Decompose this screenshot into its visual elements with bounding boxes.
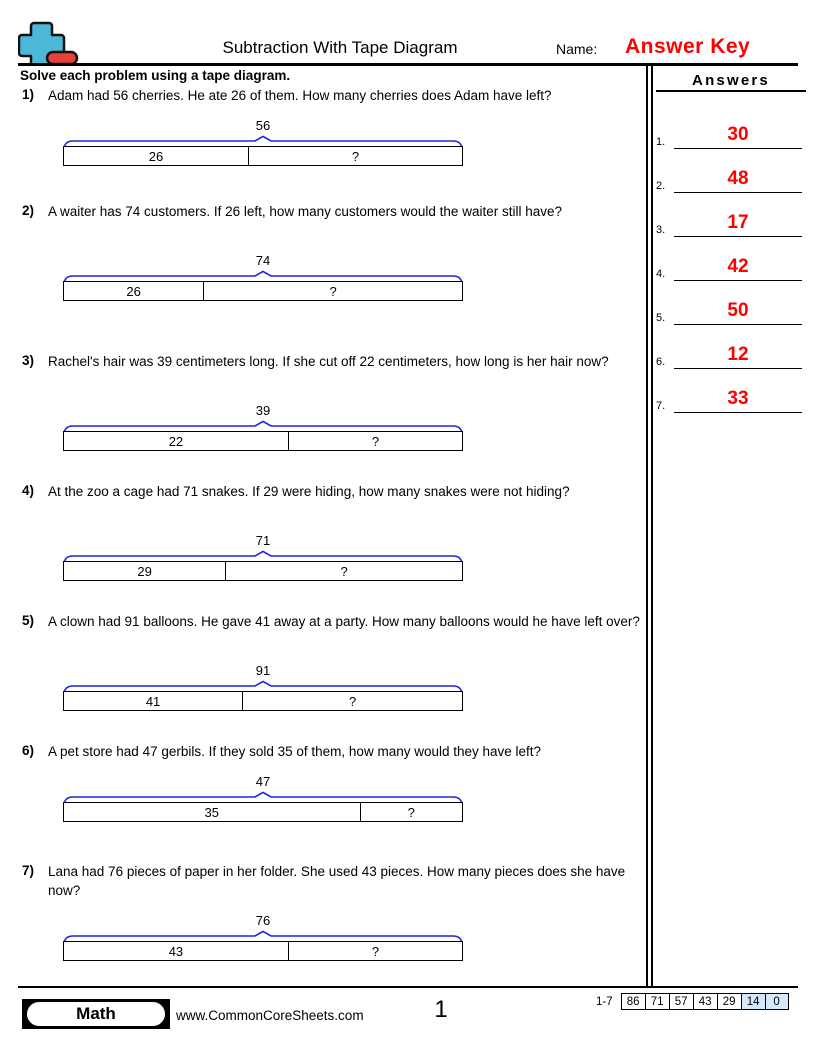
- problem-text: At the zoo a cage had 71 snakes. If 29 were hiding, how many snakes were not hiding?: [48, 484, 570, 499]
- answer-row-number: 6.: [656, 356, 666, 368]
- name-label: Name:: [556, 41, 598, 57]
- page-title: Subtraction With Tape Diagram: [222, 38, 458, 57]
- problem-number: 1): [22, 87, 35, 102]
- score-box: 29: [717, 993, 741, 1010]
- score-box: 14: [741, 993, 765, 1010]
- answers-panel: [656, 68, 806, 428]
- tape-box: [63, 691, 463, 711]
- tape-unknown-part: ?: [371, 433, 380, 449]
- answer-key-label: Answer Key: [625, 35, 751, 58]
- answer-value: 42: [727, 256, 749, 277]
- score-range-label: 1-7: [596, 995, 613, 1008]
- tape-box: [63, 941, 463, 961]
- answer-value: 48: [727, 168, 749, 189]
- score-box: 86: [621, 993, 645, 1010]
- tape-known-part: 22: [64, 432, 289, 450]
- answer-value: 50: [727, 300, 749, 321]
- answer-value: 17: [727, 212, 749, 233]
- tape-diagram: [63, 533, 463, 581]
- answer-row: [656, 368, 802, 413]
- problem-text: A waiter has 74 customers. If 26 left, how many customers would the waiter still have?: [48, 204, 562, 219]
- score-box: 0: [765, 993, 789, 1010]
- answer-row: [656, 148, 802, 193]
- tape-total-label: 56: [255, 118, 271, 133]
- tape-known-part: 26: [64, 147, 249, 165]
- tape-known-part: 41: [64, 692, 243, 710]
- answer-row: [656, 104, 802, 149]
- answer-row-number: 5.: [656, 312, 666, 324]
- tape-diagram: [63, 118, 463, 166]
- plus-minus-logo-icon: [18, 20, 80, 66]
- tape-box: [63, 561, 463, 581]
- tape-unknown-part: ?: [340, 563, 348, 579]
- tape-known-part: 35: [64, 803, 361, 821]
- score-box: 71: [645, 993, 669, 1010]
- tape-unknown-part: ?: [329, 283, 337, 299]
- problem-number: 6): [22, 743, 35, 758]
- problem-text: Adam had 56 cherries. He ate 26 of them. How many cherries does Adam have left?: [48, 88, 552, 103]
- tape-total-label: 76: [255, 913, 271, 928]
- tape-box: [63, 146, 463, 166]
- tape-box: [63, 281, 463, 301]
- directions-text: Solve each problem using a tape diagram.: [20, 68, 291, 83]
- answer-row-number: 7.: [656, 400, 666, 412]
- tape-diagram: [63, 663, 463, 711]
- tape-box: [63, 431, 463, 451]
- tape-diagram: [63, 774, 463, 822]
- problem-number: 2): [22, 203, 35, 218]
- tape-diagram: [63, 253, 463, 301]
- answer-value: 30: [727, 124, 749, 145]
- tape-total-label: 91: [255, 663, 271, 678]
- answer-row-number: 2.: [656, 180, 666, 192]
- tape-total-label: 47: [255, 774, 271, 789]
- answer-value: 12: [727, 344, 749, 365]
- answer-blank-line: [674, 412, 802, 413]
- tape-diagram: [63, 403, 463, 451]
- problem-number: 5): [22, 613, 35, 628]
- score-boxes: [621, 993, 789, 1010]
- answer-row: [656, 280, 802, 325]
- score-scale: [596, 993, 789, 1010]
- site-url: www.CommonCoreSheets.com: [176, 1008, 364, 1023]
- subject-badge-label: Math: [27, 1002, 165, 1026]
- tape-box: [63, 802, 463, 822]
- page-number: 1: [434, 996, 448, 1023]
- answers-title: Answers: [656, 72, 806, 92]
- score-box: 57: [669, 993, 693, 1010]
- problem-number: 4): [22, 483, 35, 498]
- tape-total-label: 71: [255, 533, 271, 548]
- tape-total-label: 74: [255, 253, 271, 268]
- score-box: 43: [693, 993, 717, 1010]
- problem-text: A clown had 91 balloons. He gave 41 away at a party. How many balloons would he have left over?: [48, 614, 640, 629]
- subject-badge: [22, 999, 170, 1029]
- page-header: [0, 0, 816, 66]
- vertical-divider-line-2: [651, 66, 653, 986]
- tape-known-part: 29: [64, 562, 226, 580]
- problem-text: Lana had 76 pieces of paper in her folder. She used 43 pieces. How many pieces does she have now?: [48, 864, 626, 898]
- header-divider: [18, 63, 798, 66]
- answer-row: [656, 324, 802, 369]
- problem-number: 7): [22, 863, 35, 878]
- answer-row-number: 1.: [656, 136, 666, 148]
- answer-row: [656, 192, 802, 237]
- answer-value: 33: [727, 388, 749, 409]
- tape-unknown-part: ?: [371, 943, 380, 959]
- tape-diagram: [63, 913, 463, 961]
- tape-unknown-part: ?: [351, 148, 360, 164]
- tape-unknown-part: ?: [407, 804, 415, 820]
- tape-known-part: 43: [64, 942, 289, 960]
- footer-divider: [18, 986, 798, 988]
- problem-text: Rachel's hair was 39 centimeters long. If she cut off 22 centimeters, how long is her hair now?: [48, 354, 609, 369]
- answer-row-number: 3.: [656, 224, 666, 236]
- tape-total-label: 39: [255, 403, 271, 418]
- tape-unknown-part: ?: [348, 693, 357, 709]
- answer-row: [656, 236, 802, 281]
- problem-text: A pet store had 47 gerbils. If they sold 35 of them, how many would they have left?: [48, 744, 542, 759]
- vertical-divider-line-1: [646, 66, 648, 986]
- answer-row-number: 4.: [656, 268, 666, 280]
- problem-number: 3): [22, 353, 35, 368]
- tape-known-part: 26: [64, 282, 204, 300]
